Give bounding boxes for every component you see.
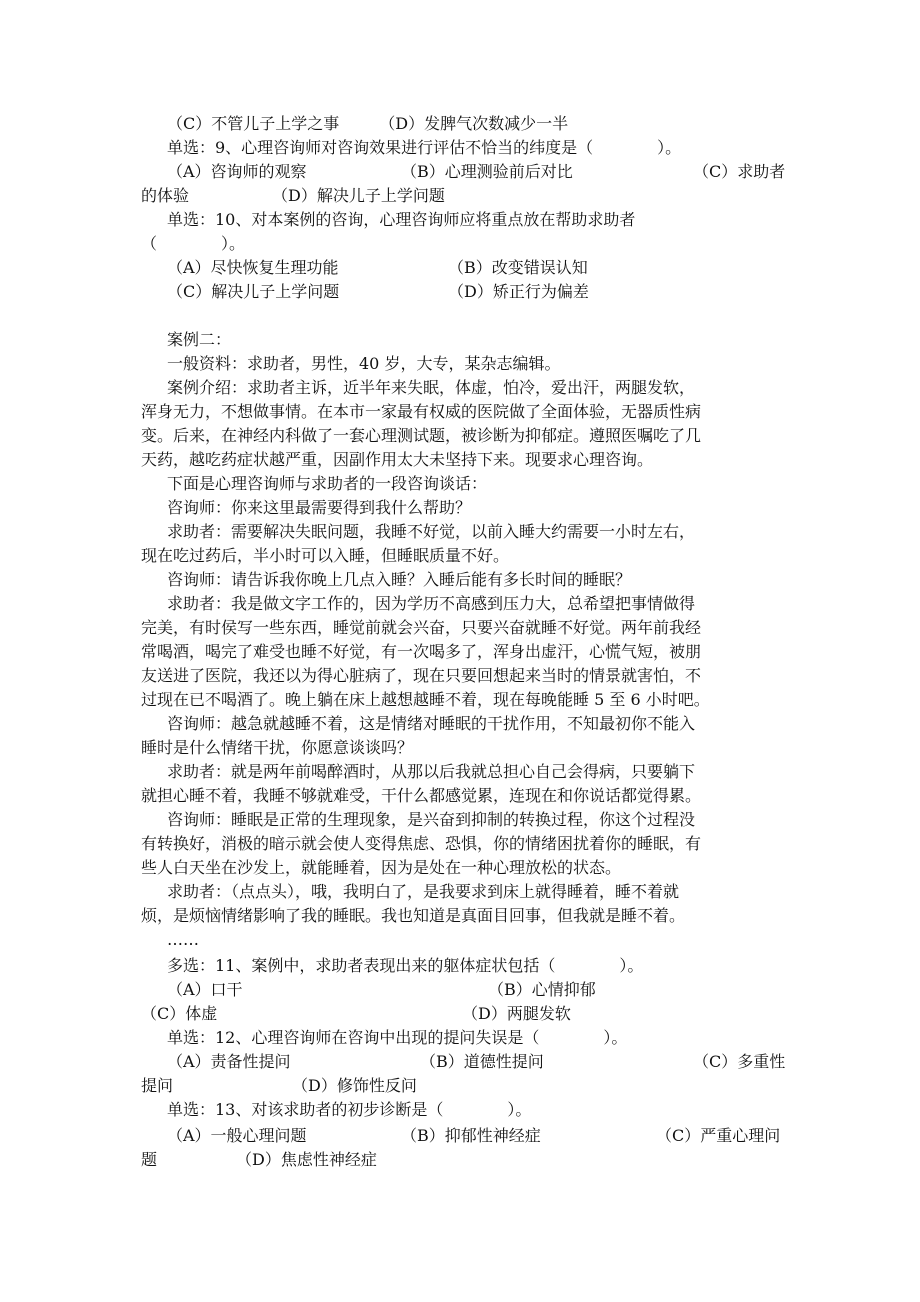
paragraph-line: 一般资料：求助者，男性，40 岁，大专，某杂志编辑。: [167, 354, 561, 373]
paragraph-line: 下面是心理咨询师与求助者的一段咨询谈话：: [167, 474, 488, 493]
dialogue-line: 友送进了医院，我还以为得心脏病了，现在只要回想起来当时的情景就害怕，不: [141, 666, 702, 685]
option-c: （C）体虚: [141, 1004, 218, 1023]
option-b: （B）改变错误认知: [448, 258, 588, 277]
option-c-cont: 提问: [141, 1076, 174, 1095]
option-d: （D）焦虑性神经症: [236, 1150, 377, 1169]
dialogue-line: 咨询师：睡眠是正常的生理现象，是兴奋到抑制的转换过程，你这个过程没: [167, 810, 696, 829]
dialogue-line: 完美，有时侯写一些东西，睡觉前就会兴奋，只要兴奋就睡不好觉。两年前我经: [141, 618, 702, 637]
option-b: （B）心理测验前后对比: [401, 162, 573, 181]
dialogue-line: 烦，是烦恼情绪影响了我的睡眠。我也知道是真面目回事，但我就是睡不着。: [141, 906, 686, 925]
question-10-cont: （ ）。: [141, 234, 246, 253]
option-d: （D）矫正行为偏差: [448, 282, 589, 301]
dialogue-line: 求助者：我是做文字工作的，因为学历不高感到压力大，总希望把事情做得: [167, 594, 696, 613]
paragraph-line: 变。后来，在神经内科做了一套心理测试题，被诊断为抑郁症。遵照医嘱吃了几: [141, 426, 702, 445]
option-c: （C）解决儿子上学问题: [167, 282, 340, 301]
option-a: （A）一般心理问题: [167, 1126, 307, 1145]
dialogue-line: 求助者：（点点头），哦，我明白了，是我要求到床上就得睡着，睡不着就: [167, 882, 680, 901]
dialogue-line: 咨询师：你来这里最需要得到我什么帮助？: [167, 498, 472, 517]
option-c: （C）求助者: [693, 162, 786, 181]
paragraph-line: 天药，越吃药症状越严重，因副作用太大未坚持下来。现要求心理咨询。: [141, 450, 654, 469]
dialogue-line: 现在吃过药后，半小时可以入睡，但睡眠质量不好。: [141, 546, 510, 565]
option-c: （C）严重心理问: [656, 1126, 781, 1145]
dialogue-line: 就担心睡不着，我睡不够就难受，干什么都感觉累，连现在和你说话都觉得累。: [141, 786, 702, 805]
dialogue-line: 过现在已不喝酒了。晚上躺在床上越想越睡不着，现在每晚能睡 5 至 6 小时吧。: [141, 690, 710, 709]
option-c-cont: 的体验: [141, 186, 190, 205]
option-a: （A）咨询师的观察: [167, 162, 307, 181]
option-d: （D）两腿发软: [462, 1004, 571, 1023]
option-b: （B）心情抑郁: [488, 980, 596, 999]
dialogue-line: 求助者：需要解决失眠问题，我睡不好觉，以前入睡大约需要一小时左右，: [167, 522, 696, 541]
option-c: （C）多重性: [693, 1052, 786, 1071]
question-12: 单选：12、心理咨询师在咨询中出现的提问失误是（ ）。: [167, 1028, 628, 1047]
paragraph-line: 案例介绍：求助者主诉，近半年来失眠，体虚，怕冷，爱出汗，两腿发软，: [167, 378, 696, 397]
option-b: （B）道德性提问: [420, 1052, 544, 1071]
option-a: （A）尽快恢复生理功能: [167, 258, 339, 277]
option-d: （D）解决儿子上学问题: [272, 186, 445, 205]
ellipsis: ……: [167, 930, 199, 949]
dialogue-line: 咨询师：越急就越睡不着，这是情绪对睡眠的干扰作用，不知最初你不能入: [167, 714, 696, 733]
question-11: 多选：11、案例中，求助者表现出来的躯体症状包括（ ）。: [167, 956, 644, 975]
option-line: （C）不管儿子上学之事 （D）发脾气次数减少一半: [167, 114, 569, 133]
case-heading: 案例二：: [167, 330, 232, 349]
option-a: （A）责备性提问: [167, 1052, 291, 1071]
dialogue-line: 有转换好，消极的暗示就会使人变得焦虑、恐惧，你的情绪困扰着你的睡眠，有: [141, 834, 702, 853]
option-d: （D）修饰性反问: [292, 1076, 417, 1095]
question-9: 单选：9、心理咨询师对咨询效果进行评估不恰当的纬度是（ ）。: [167, 138, 682, 157]
dialogue-line: 求助者：就是两年前喝醉酒时，从那以后我就总担心自己会得病，只要躺下: [167, 762, 696, 781]
question-10: 单选：10、对本案例的咨询，心理咨询师应将重点放在帮助求助者: [167, 210, 636, 229]
option-b: （B）抑郁性神经症: [401, 1126, 541, 1145]
option-a: （A）口干: [167, 980, 243, 999]
dialogue-line: 常喝酒，喝完了难受也睡不好觉，有一次喝多了，浑身出虚汗，心慌气短，被朋: [141, 642, 702, 661]
paragraph-line: 浑身无力，不想做事情。在本市一家最有权威的医院做了全面体验，无器质性病: [141, 402, 702, 421]
dialogue-line: 咨询师：请告诉我你晚上几点入睡？入睡后能有多长时间的睡眠？: [167, 570, 632, 589]
question-13: 单选：13、对该求助者的初步诊断是（ ）。: [167, 1100, 532, 1119]
dialogue-line: 睡时是什么情绪干扰，你愿意谈谈吗？: [141, 738, 414, 757]
dialogue-line: 些人白天坐在沙发上，就能睡着，因为是处在一种心理放松的状态。: [141, 858, 622, 877]
option-c-cont: 题: [141, 1150, 158, 1169]
